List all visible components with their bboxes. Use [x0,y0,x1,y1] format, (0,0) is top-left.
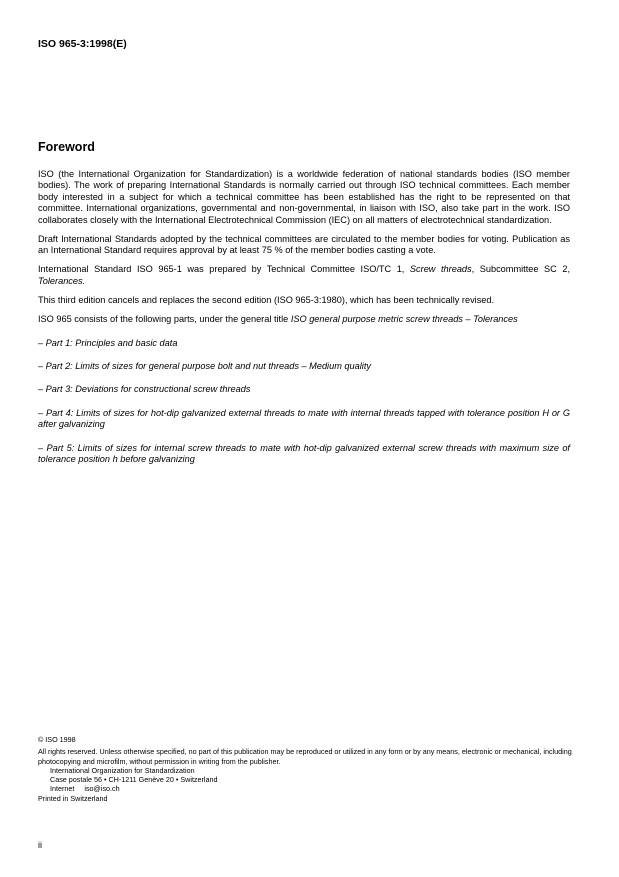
list-item: – Part 5: Limits of sizes for internal screw threads to mate with hot-dip galvanized external screw threads with maximum size of tolerance position h before galvanizing [38,442,570,465]
general-title: ISO general purpose metric screw threads – Tolerances [290,314,518,325]
paragraph-iso-intro: ISO (the International Organization for Standardization) is a worldwide federation of national standards bodies (ISO member bodies). The work of preparing International Standards is normally carried out through ISO technical committees. Each member body interested in a subject for which a technical committee has been established has the right to be represented on that committee. International organizations, governmental and non-governmental, in liaison with ISO, also take part in the work. ISO collaborates closely with the International Electrotechnical Commission (IEC) on all matters of electrotechnical standardization. [38,169,570,225]
subcommittee-text: , Subcommittee SC 2, [471,264,570,275]
foreword-body [38,169,570,478]
org-name: International Organization for Standardization [50,765,195,775]
printed-in: Printed in Switzerland [38,793,108,803]
paragraph-edition: This third edition cancels and replaces the second edition (ISO 965-3:1980), which has been technically revised. [38,295,495,306]
committee-title: Screw threads [409,264,472,275]
foreword-heading: Foreword [38,140,95,154]
paragraph-draft-standards: Draft International Standards adopted by the technical committees are circulated to the member bodies for voting. Publication as an International Standard requires approval by at least 75 % of the member bodies casting a vote. [38,233,570,256]
org-internet: Internet iso@iso.ch [50,784,120,794]
document-id: ISO 965-3:1998(E) [38,38,127,50]
paragraph-parts-intro [38,314,570,325]
list-item: – Part 3: Deviations for constructional screw threads [38,384,251,395]
subcommittee-title: Tolerances. [38,275,86,286]
paragraph-prepared-by [38,264,570,287]
prepared-by-text: International Standard ISO 965-1 was prepared by Technical Committee ISO/TC 1, [38,264,410,275]
page-number: ii [38,840,42,850]
org-address: Case postale 56 • CH-1211 Genève 20 • Switzerland [50,775,218,785]
copyright-block [38,735,578,803]
rights-statement: All rights reserved. Unless otherwise specified, no part of this publication may be reproduced or utilized in any form or by any means, electronic or mechanical, including photocopying and microfilm, without permission in writing from the publisher. [38,747,572,766]
list-item: – Part 1: Principles and basic data [38,337,178,348]
copyright-line: © ISO 1998 [38,735,76,744]
list-item: – Part 2: Limits of sizes for general purpose bolt and nut threads – Medium quality [38,361,371,372]
list-item: – Part 4: Limits of sizes for hot-dip galvanized external threads to mate with internal threads tapped with tolerance position H or G after galvanizing [38,407,570,430]
parts-intro-text: ISO 965 consists of the following parts, under the general title [38,314,291,325]
